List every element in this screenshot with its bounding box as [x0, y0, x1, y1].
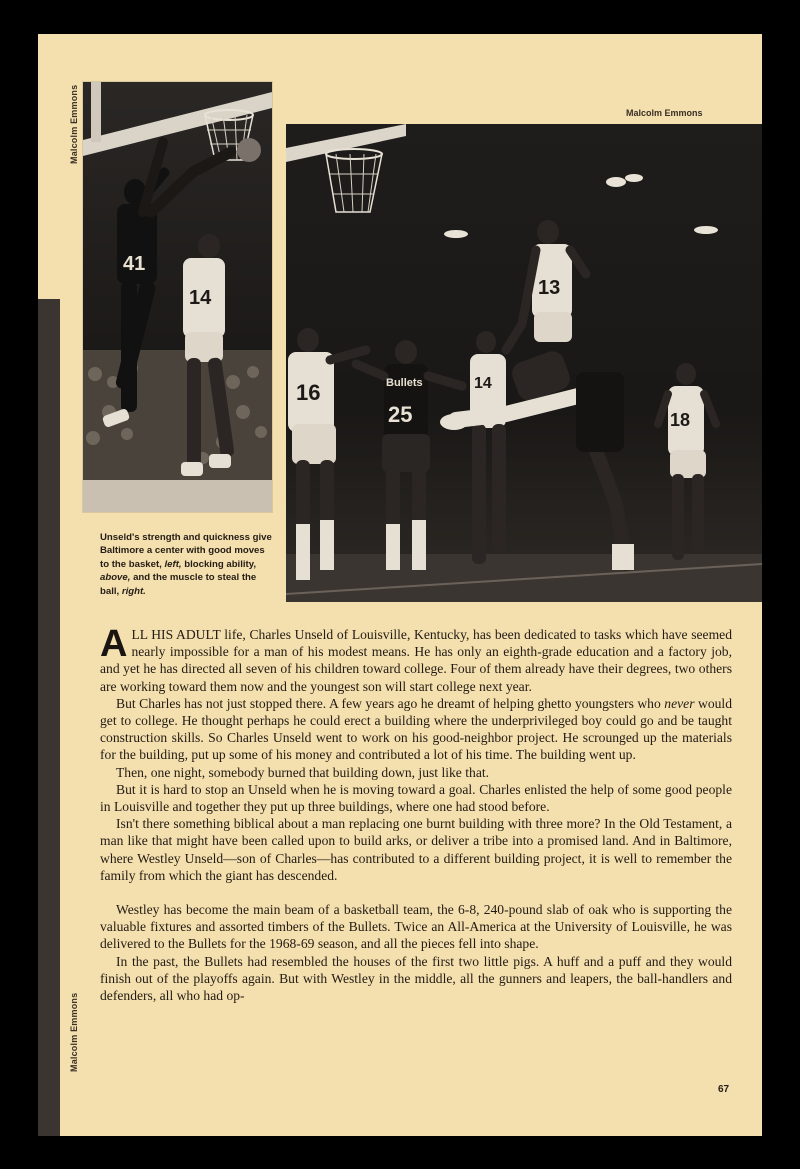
photo-caption	[100, 531, 272, 598]
photo-steal-the-ball	[286, 124, 762, 602]
photo-credit-left: Malcolm Emmons	[69, 84, 79, 164]
basketball-photo-left-image	[83, 82, 272, 512]
article-paragraph: Westley has become the main beam of a basketball team, the 6-8, 240-pound slab of oak who is supporting the valuable fixtures and assorted timbers of the Bullets. Twice an All-America at the University of Louisville, he was delivered to the Bullets for the 1968-69 season, and all the pieces fell into shape.	[100, 902, 732, 952]
jersey-number-16: 16	[296, 380, 321, 405]
magazine-page	[38, 34, 762, 1136]
article-paragraph: In the past, the Bullets had resembled the houses of the first two little pigs. A huff and a puff and they would finish out of the playoffs again. But with Westley in the middle, all the gunners and leapers, the ball-handlers and defenders, all who had op-	[100, 953, 732, 1004]
caption-text-1: Unseld's strength and quickness give Baltimore a center with good moves to the basket,	[100, 532, 272, 570]
caption-above: above,	[100, 572, 131, 584]
page-number: 67	[718, 1084, 730, 1095]
article-paragraph: But it is hard to stop an Unseld when he is moving toward a goal. Charles enlisted the help of some good people in Louisville and together they put up three buildings, where one had stood before.	[100, 781, 732, 815]
article-paragraph: Then, one night, somebody burned that building down, just like that.	[116, 764, 490, 780]
jersey-text-bullets: Bullets	[386, 377, 423, 389]
jersey-number-18: 18	[670, 410, 691, 430]
jersey-number-13: 13	[538, 277, 561, 299]
photo-credit-bottom: Malcolm Emmons	[69, 992, 79, 1072]
article-paragraph: But Charles has not just stopped there. A few years ago he dreamt of helping ghetto youngsters who never would get to college. He thought perhaps he could erect a building where the underprivileged boy could go and be taught construction skills. So Charles Unseld went to work on his good-neighbor project. He scrounged up the materials for the building, put up some of his money and contributed a lot of his time. The building went up.	[100, 695, 732, 763]
emphasis-never: never	[664, 695, 695, 711]
caption-text-2: blocking ability,	[181, 558, 257, 570]
article-body	[100, 623, 732, 1004]
caption-left: left,	[164, 558, 182, 570]
article-paragraph: ALL HIS ADULT life, Charles Unseld of Louisville, Kentucky, has been dedicated to tasks which have seemed nearly impossible for a man of his modest means. He has only an eighth-grade education and a factory job, and yet he has directed all seven of his children toward college. Four of them already have their degrees, two others are working toward them now and the youngest son will start college next year.	[100, 623, 732, 694]
jersey-number-14: 14	[189, 287, 212, 309]
jersey-number-25: 25	[388, 402, 413, 427]
caption-text-3: and the muscle to steal the ball,	[100, 572, 257, 597]
gutter-shadow-bar	[38, 299, 60, 1136]
section-break	[100, 884, 732, 901]
caption-right: right.	[121, 585, 146, 597]
photo-credit-right: Malcolm Emmons	[626, 108, 703, 118]
photo-moves-to-basket	[82, 81, 273, 513]
basketball-photo-right-image	[286, 124, 762, 602]
jersey-number-41: 41	[123, 253, 146, 275]
article-paragraph: Isn't there something biblical about a man replacing one burnt building with three more? In the Old Testament, a man like that might have been called upon to build arks, or deliver a tribe into a promised land. And in Baltimore, where Westley Unseld—son of Charles—has contributed to a different building project, it is well to remember the family from which the giant has descended.	[100, 816, 732, 883]
drop-cap: A	[100, 623, 128, 665]
jersey-number-14-right: 14	[474, 375, 492, 392]
